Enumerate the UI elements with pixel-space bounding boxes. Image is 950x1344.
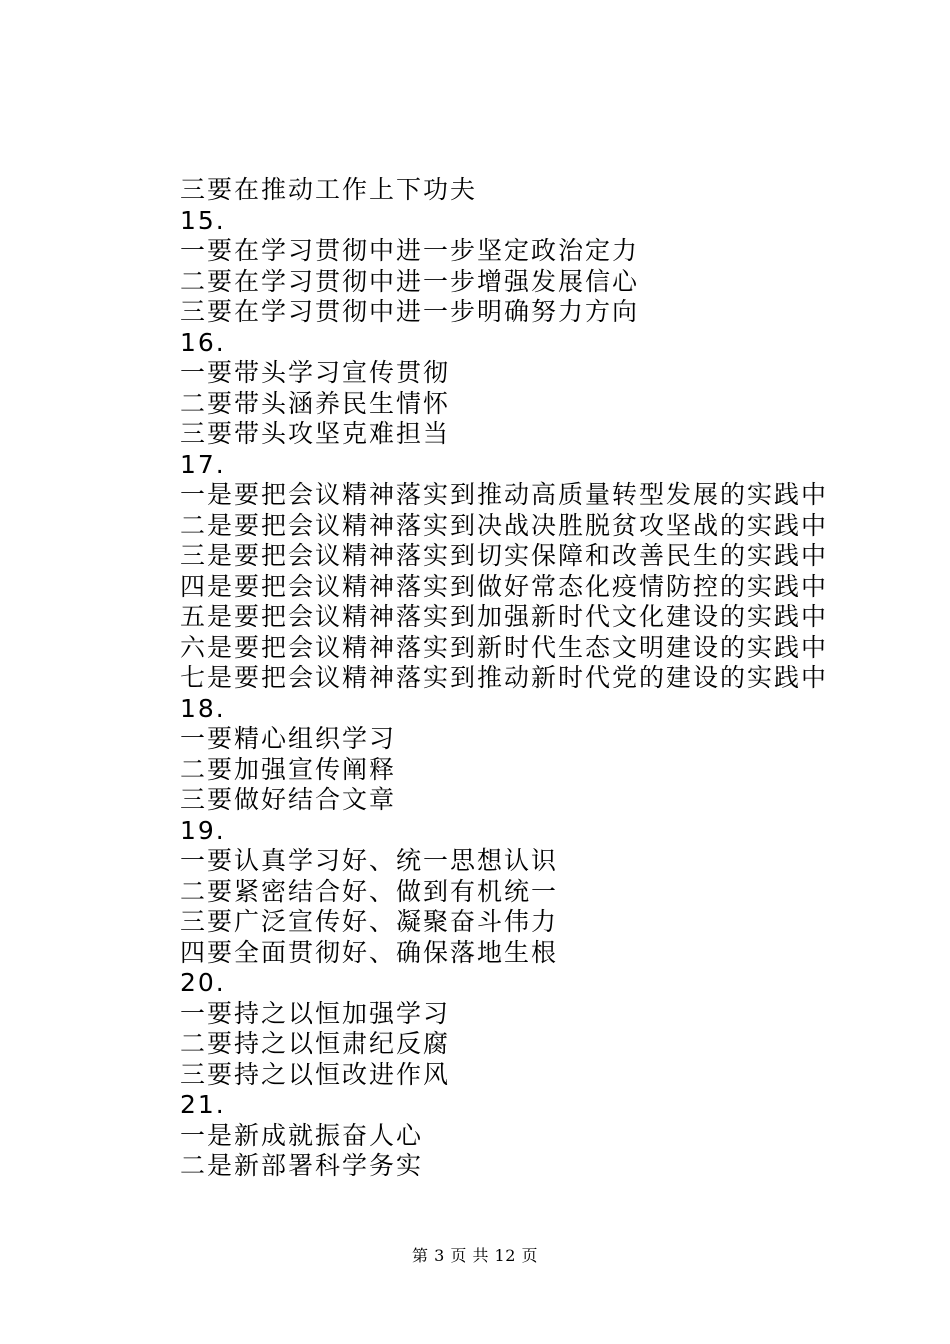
- text-line: 三要在学习贯彻中进一步明确努力方向: [180, 297, 640, 326]
- section-number: 19.: [180, 815, 226, 845]
- text-line: 一要认真学习好、统一思想认识: [180, 846, 559, 875]
- text-line: 二要紧密结合好、做到有机统一: [180, 876, 559, 906]
- text-line: 一要带头学习宣传贯彻: [180, 358, 451, 387]
- section-number: 17.: [180, 449, 226, 479]
- section-number: 21.: [180, 1090, 226, 1119]
- section-number: 20.: [180, 968, 226, 997]
- text-line: 三要广泛宣传好、凝聚奋斗伟力: [180, 907, 559, 936]
- text-line: 一是新成就振奋人心: [180, 1120, 424, 1150]
- page-footer: [0, 1243, 950, 1266]
- section-number: 16.: [180, 327, 226, 357]
- text-line: 四是要把会议精神落实到做好常态化疫情防控的实践中: [180, 571, 829, 601]
- text-line: 三是要把会议精神落实到切实保障和改善民生的实践中: [180, 541, 829, 570]
- text-line: 二是要把会议精神落实到决战决胜脱贫攻坚战的实践中: [180, 510, 829, 540]
- text-line: 一要精心组织学习: [180, 724, 397, 753]
- document-body: [180, 175, 880, 1182]
- text-line: 二是新部署科学务实: [180, 1151, 424, 1180]
- page-number-label: 第 3 页 共 12 页: [412, 1246, 538, 1265]
- text-line: 二要持之以恒肃纪反腐: [180, 1029, 451, 1058]
- text-line: 一要在学习贯彻中进一步坚定政治定力: [180, 236, 640, 265]
- text-line: 七是要把会议精神落实到推动新时代党的建设的实践中: [180, 663, 829, 692]
- text-line: 一要持之以恒加强学习: [180, 998, 451, 1028]
- text-line: 二要在学习贯彻中进一步增强发展信心: [180, 266, 640, 296]
- section-number: 18.: [180, 693, 226, 723]
- text-line: 四要全面贯彻好、确保落地生根: [180, 937, 559, 967]
- text-line: 五是要把会议精神落实到加强新时代文化建设的实践中: [180, 602, 829, 631]
- text-line: 二要加强宣传阐释: [180, 754, 397, 784]
- text-line: 三要带头攻坚克难担当: [180, 419, 451, 448]
- text-line: 六是要把会议精神落实到新时代生态文明建设的实践中: [180, 632, 829, 662]
- section-number: 15.: [180, 205, 226, 235]
- text-line: 三要持之以恒改进作风: [180, 1059, 451, 1089]
- text-line: 一是要把会议精神落实到推动高质量转型发展的实践中: [180, 480, 829, 509]
- text-line: 三要在推动工作上下功夫: [180, 175, 478, 204]
- text-line: 二要带头涵养民生情怀: [180, 388, 451, 418]
- text-line: 三要做好结合文章: [180, 785, 397, 814]
